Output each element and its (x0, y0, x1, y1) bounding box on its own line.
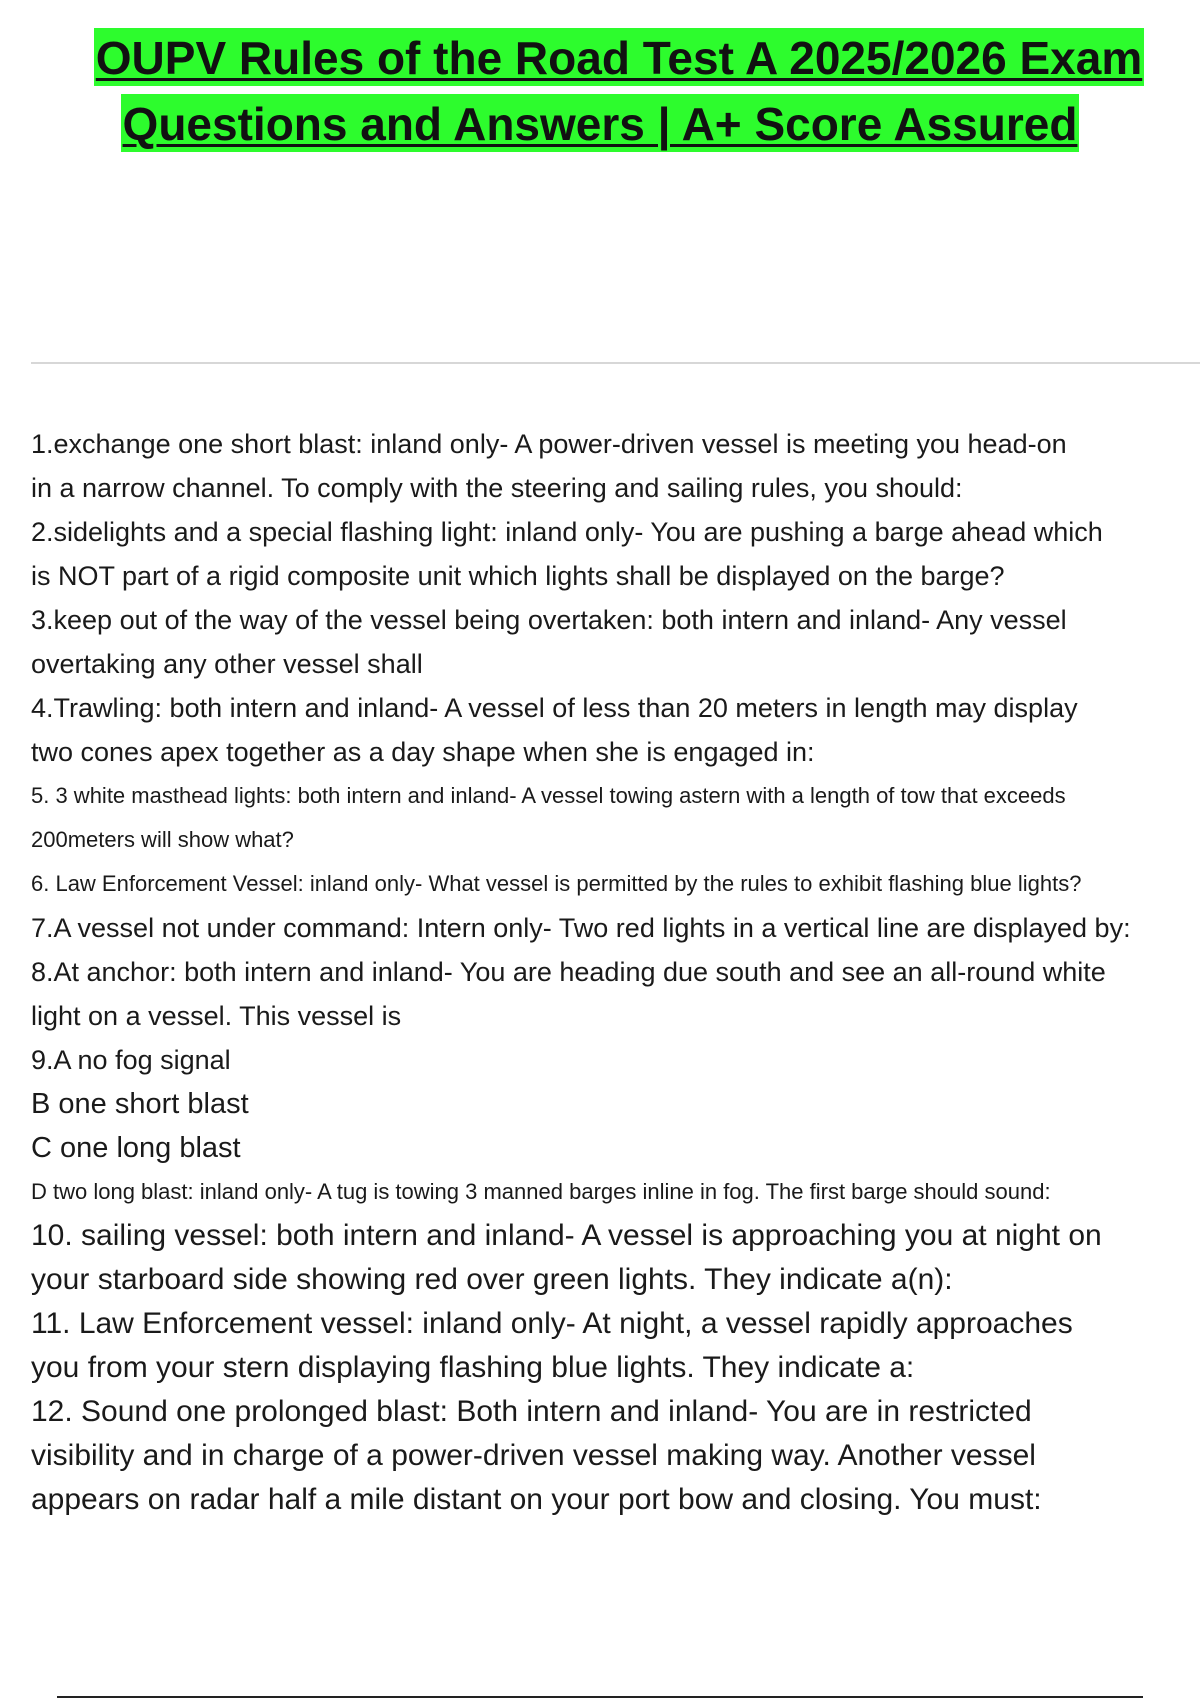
q5-line-1: 5. 3 white masthead lights: both intern and inland- A vessel towing astern with a length of tow that exceeds (31, 783, 1066, 808)
q10-line-1: 10. sailing vessel: both intern and inland- A vessel is approaching you at night on (31, 1219, 1102, 1252)
document-title (0, 28, 1200, 160)
q9-option-c: C one long blast (31, 1132, 241, 1164)
q12-line-1: 12. Sound one prolonged blast: Both intern and inland- You are in restricted (31, 1395, 1032, 1428)
q9-option-b: B one short blast (31, 1088, 249, 1120)
q2-line-1: 2.sidelights and a special flashing light: inland only- You are pushing a barge ahead which (31, 517, 1103, 547)
q4-line-1: 4.Trawling: both intern and inland- A vessel of less than 20 meters in length may display (31, 693, 1078, 723)
q4-line-2: two cones apex together as a day shape when she is engaged in: (31, 737, 815, 767)
q3-line-2: overtaking any other vessel shall (31, 649, 423, 679)
q9-option-d: D two long blast: inland only- A tug is towing 3 manned barges inline in fog. The first barge should sound: (31, 1179, 1051, 1204)
q3-line-1: 3.keep out of the way of the vessel being overtaken: both intern and inland- Any vessel (31, 605, 1067, 635)
question-list (31, 422, 1195, 1522)
q12-line-3: appears on radar half a mile distant on your port bow and closing. You must: (31, 1483, 1042, 1516)
q5-line-2: 200meters will show what? (31, 827, 294, 852)
q11-line-1: 11. Law Enforcement vessel: inland only- At night, a vessel rapidly approaches (31, 1307, 1073, 1340)
q11-line-2: you from your stern displaying flashing blue lights. They indicate a: (31, 1351, 915, 1384)
q6-line-1: 6. Law Enforcement Vessel: inland only- What vessel is permitted by the rules to exhibit flashing blue lights? (31, 871, 1082, 896)
q2-line-2: is NOT part of a rigid composite unit which lights shall be displayed on the barge? (31, 561, 1005, 591)
q12-line-2: visibility and in charge of a power-driven vessel making way. Another vessel (31, 1439, 1036, 1472)
q1-line-1: 1.exchange one short blast: inland only- A power-driven vessel is meeting you head-on (31, 429, 1067, 459)
q8-line-1: 8.At anchor: both intern and inland- You are heading due south and see an all-round white (31, 957, 1106, 987)
q1-line-2: in a narrow channel. To comply with the steering and sailing rules, you should: (31, 473, 963, 503)
q8-line-2: light on a vessel. This vessel is (31, 1001, 402, 1031)
q10-line-2: your starboard side showing red over green lights. They indicate a(n): (31, 1263, 953, 1296)
q7-line-1: 7.A vessel not under command: Intern only- Two red lights in a vertical line are displayed by: (31, 913, 1131, 943)
q9-option-a: 9.A no fog signal (31, 1045, 231, 1075)
footer-divider (57, 1696, 1143, 1698)
title-line-2: Questions and Answers | A+ Score Assured (121, 94, 1080, 152)
title-line-1: OUPV Rules of the Road Test A 2025/2026 Exam (94, 28, 1144, 86)
header-divider (31, 362, 1200, 364)
